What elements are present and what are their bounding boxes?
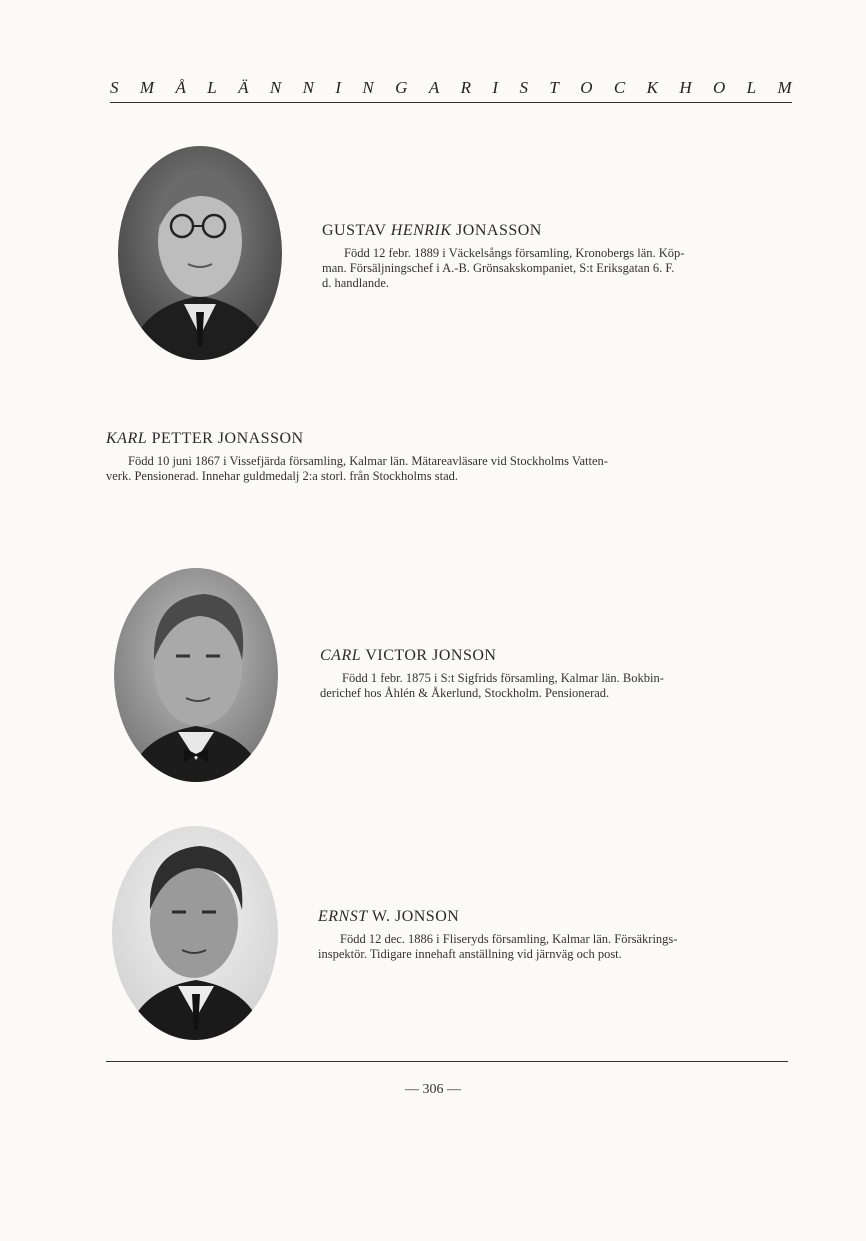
header-rule — [110, 102, 792, 103]
header-letter: H — [679, 78, 692, 97]
name-part-italic: KARL — [106, 430, 148, 447]
name-part: PETTER JONASSON — [147, 430, 304, 447]
header-letter: C — [613, 78, 626, 97]
name-part-italic: HENRIK — [390, 222, 452, 239]
name-part: W. JONSON — [367, 908, 460, 925]
bio-line: Född 12 dec. 1886 i Fliseryds församling, Kalmar län. Försäkrings- — [340, 932, 678, 946]
header-letter: R — [460, 78, 471, 97]
header-letter: I — [492, 78, 499, 97]
bio-line: Född 12 febr. 1889 i Väckelsångs församling, Kronobergs län. Köp- — [344, 246, 685, 260]
header-letter: S — [519, 78, 528, 97]
bio-line: Född 1 febr. 1875 i S:t Sigfrids församling, Kalmar län. Bokbin- — [342, 671, 664, 685]
bio-line: inspektör. Tidigare innehaft anställning vid järnväg och post. — [318, 947, 622, 961]
header-letter: M — [777, 78, 792, 97]
name-part-italic: ERNST — [318, 908, 368, 925]
portrait-photo — [118, 146, 282, 360]
person-name — [320, 647, 792, 665]
person-name — [322, 222, 792, 240]
header-letter: Ä — [238, 78, 249, 97]
biography-entry — [320, 647, 792, 701]
header-letter: O — [713, 78, 726, 97]
header-letter: A — [428, 78, 440, 97]
biography-text — [318, 932, 792, 962]
header-letter: N — [302, 78, 314, 97]
biography-entry — [322, 222, 792, 291]
biography-text — [320, 671, 792, 701]
header-letter: S — [110, 78, 119, 97]
biography-entry — [106, 430, 792, 484]
name-part: VICTOR JONSON — [361, 647, 497, 664]
portrait-photo — [114, 568, 278, 782]
bio-line: derichef hos Åhlén & Åkerlund, Stockholm. Pensionerad. — [320, 686, 610, 700]
header-letter: M — [139, 78, 155, 97]
person-name — [106, 430, 792, 448]
name-part-italic: CARL — [320, 647, 362, 664]
header-letter: T — [549, 78, 559, 97]
name-part: JONASSON — [451, 222, 542, 239]
footer-rule — [106, 1061, 788, 1062]
header-letter: G — [395, 78, 408, 97]
biography-text — [106, 454, 792, 484]
biography-text — [322, 246, 792, 291]
biography-entry — [318, 908, 792, 962]
header-letter: L — [746, 78, 757, 97]
header-letter: N — [269, 78, 282, 97]
bio-line: man. Försäljningschef i A.-B. Grönsakskompaniet, S:t Eriksgatan 6. F. — [322, 261, 675, 275]
page-number: — 306 — — [405, 1082, 461, 1097]
name-part: GUSTAV — [322, 222, 391, 239]
header-letter: N — [362, 78, 374, 97]
header-letter: O — [580, 78, 593, 97]
bio-line: verk. Pensionerad. Innehar guldmedalj 2:a storl. från Stockholms stad. — [106, 469, 459, 483]
bio-line: Född 10 juni 1867 i Vissefjärda församling, Kalmar län. Mätareavläsare vid Stockholms Vatten- — [128, 454, 608, 468]
header-letter: Å — [175, 78, 186, 97]
portrait-photo — [112, 826, 278, 1040]
header-letter: I — [335, 78, 342, 97]
person-name — [318, 908, 792, 926]
bio-line: d. handlande. — [322, 276, 389, 290]
header-letter: K — [646, 78, 658, 97]
running-header — [110, 78, 792, 98]
header-letter: L — [207, 78, 217, 97]
